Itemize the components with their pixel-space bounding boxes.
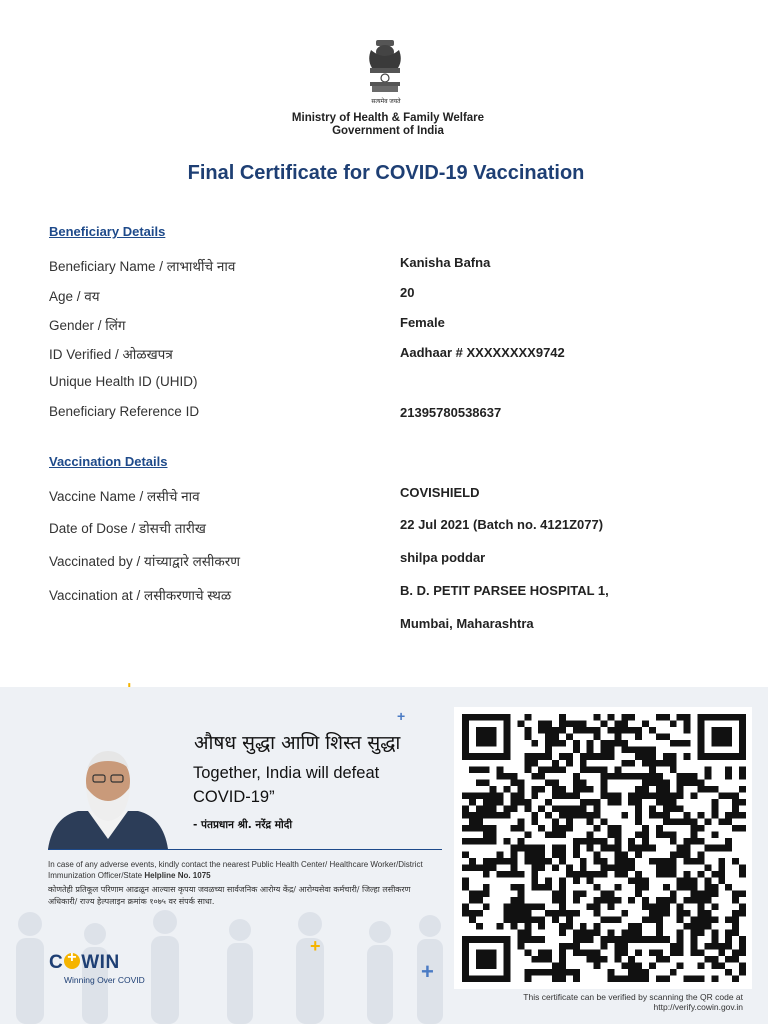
reference-id-label: Beneficiary Reference ID xyxy=(49,404,200,419)
footer-banner xyxy=(0,687,768,1024)
cowin-logo xyxy=(49,952,120,974)
adverse-events-text: In case of any adverse events, kindly contact the nearest Public Health Center/ Healthcare Worker/District Immunization Officer/State xyxy=(48,860,423,880)
plus-icon: + xyxy=(421,959,434,984)
reference-id-value: 21395780538637 xyxy=(400,405,502,420)
vaccine-name-label: Vaccine Name / लसीचे नाव xyxy=(49,489,200,504)
adverse-events-notice-english xyxy=(48,859,428,881)
beneficiary-name-label: Beneficiary Name / लाभार्थीचे नाव xyxy=(49,259,236,274)
emblem-motto: सत्यमेव जयते xyxy=(371,99,401,105)
plus-icon: + xyxy=(310,936,321,956)
qr-code-icon[interactable] xyxy=(462,714,746,982)
helpline-number: Helpline No. 1075 xyxy=(144,871,211,880)
vaccinated-by-value: shilpa poddar xyxy=(400,550,486,565)
government-name: Government of India xyxy=(332,125,444,137)
gender-label: Gender / लिंग xyxy=(49,318,126,333)
id-verified-label: ID Verified / ओळखपत्र xyxy=(49,347,173,362)
cowin-logo-suffix: WIN xyxy=(81,952,120,973)
portrait-photo xyxy=(48,739,168,849)
cowin-tagline: Winning Over COVID xyxy=(64,975,145,985)
vaccinated-by-label: Vaccinated by / यांच्याद्वारे लसीकरण xyxy=(49,554,241,569)
id-verified-value: Aadhaar # XXXXXXXX9742 xyxy=(400,345,565,360)
dose-date-value: 22 Jul 2021 (Batch no. 4121Z077) xyxy=(400,517,604,532)
ministry-name: Ministry of Health & Family Welfare xyxy=(291,112,485,124)
gender-value: Female xyxy=(400,315,445,330)
beneficiary-name-value: Kanisha Bafna xyxy=(400,255,491,270)
qr-finder-pattern xyxy=(462,936,510,982)
plus-icon: + xyxy=(397,708,406,724)
verification-url[interactable]: http://verify.cowin.gov.in xyxy=(653,1002,743,1012)
adverse-events-notice-marathi: कोणतेही प्रतिकूल परिणाम आढळून आल्यास कृपया जवळच्या सार्वजनिक आरोग्य केंद्र/ आरोग्यसेवा कर्मचारी/ जिल्हा लसीकरण अधिकारी/ राज्य हेल्पलाइन क्रमांक १०७५ वर संपर्क साधा. xyxy=(48,885,411,906)
vaccination-at-value-line2: Mumbai, Maharashtra xyxy=(400,616,534,631)
quote-english: Together, India will defeat COVID-19” xyxy=(193,764,380,806)
verification-note xyxy=(455,992,743,1012)
certificate-title: Final Certificate for COVID-19 Vaccination xyxy=(187,162,585,184)
verification-text: This certificate can be verified by scanning the QR code at xyxy=(523,992,743,1002)
age-value: 20 xyxy=(400,285,415,300)
plus-icon xyxy=(64,953,80,969)
vaccination-details-heading: Vaccination Details xyxy=(49,454,168,469)
dose-date-label: Date of Dose / डोसची तारीख xyxy=(49,521,206,536)
vaccination-at-value: B. D. PETIT PARSEE HOSPITAL 1, xyxy=(400,583,609,598)
vaccine-name-value: COVISHIELD xyxy=(400,485,480,500)
age-label: Age / वय xyxy=(49,289,100,304)
beneficiary-details-heading: Beneficiary Details xyxy=(49,224,166,239)
quote-attribution: - पंतप्रधान श्री. नरेंद्र मोदी xyxy=(193,819,293,831)
cowin-logo-prefix: C xyxy=(49,952,64,973)
uhid-label: Unique Health ID (UHID) xyxy=(49,374,198,389)
quote-marathi: औषध सुद्धा आणि शिस्त सुद्धा xyxy=(194,732,401,754)
qr-finder-pattern xyxy=(698,714,746,760)
footer-divider xyxy=(48,849,442,850)
qr-finder-pattern xyxy=(462,714,510,760)
vaccination-at-label: Vaccination at / लसीकरणाचे स्थळ xyxy=(49,588,232,603)
